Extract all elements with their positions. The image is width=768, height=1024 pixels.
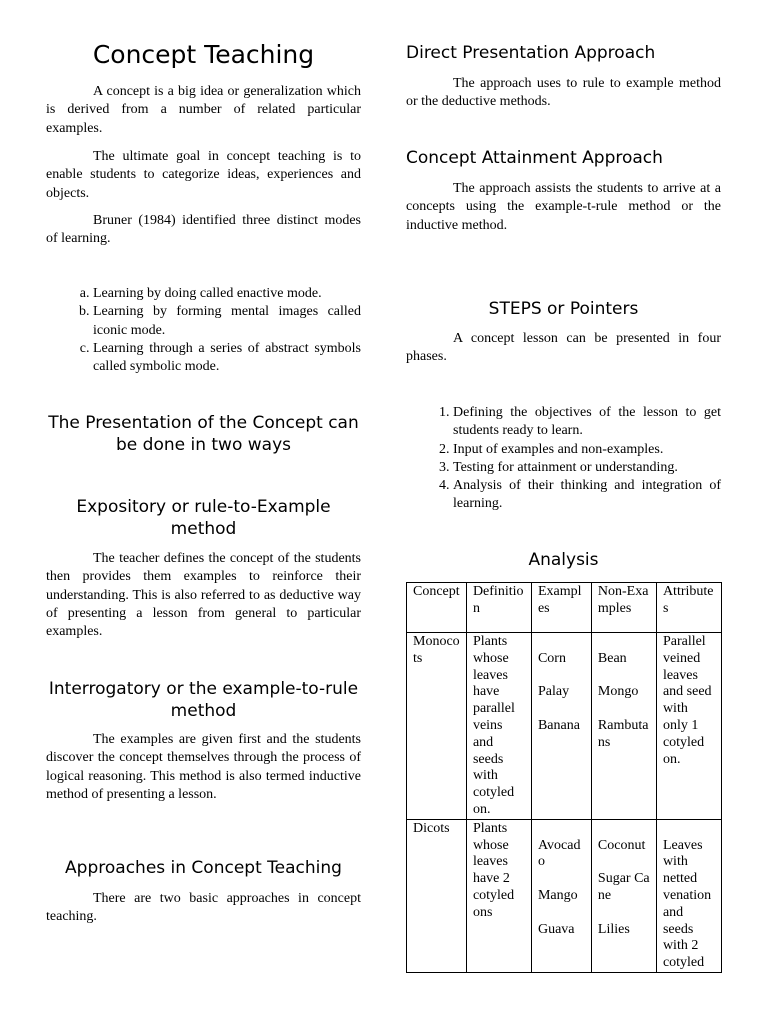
bruner-paragraph: Bruner (1984) identified three distinct modes of learning. xyxy=(46,213,361,247)
example-item: Mango xyxy=(537,887,578,903)
list-item: 4. Analysis of their thinking and integration of learning. xyxy=(453,477,721,514)
interrogatory-paragraph: The examples are given first and the students discover the concept themselves through the process of logical reasoning. This method is also termed inductive method of presenting a lesson. xyxy=(46,732,361,802)
cell-non-examples xyxy=(591,633,656,820)
example-item: Palay xyxy=(537,684,570,700)
goal-paragraph: The ultimate goal in concept teaching is to enable students to categorize ideas, experiences and objects. xyxy=(46,149,361,201)
non-example-item: Lilies xyxy=(597,921,630,937)
attainment-heading: Concept Attainment Approach xyxy=(406,148,663,168)
expository-heading: Expository or rule-to-Example method xyxy=(76,497,331,539)
direct-approach-paragraph: The approach uses to rule to example method or the deductive methods. xyxy=(406,76,721,110)
cell-definition: Plants whose leaves have parallel veins and seeds with cotyled on. xyxy=(466,633,531,820)
learning-modes-list xyxy=(46,285,361,376)
concept-definition-paragraph: A concept is a big idea or generalization which is derived from a number of related particular examples. xyxy=(46,84,361,136)
cell-concept: Dicots xyxy=(407,819,467,972)
cell-definition: Plants whose leaves have 2 cotyled ons xyxy=(466,819,531,972)
example-item: Corn xyxy=(537,650,566,666)
non-example-item: Coconut xyxy=(597,837,646,853)
analysis-heading: Analysis xyxy=(528,550,599,570)
header-non-examples: Non-Examples xyxy=(591,583,656,633)
cell-examples xyxy=(531,633,591,820)
header-examples: Examples xyxy=(531,583,591,633)
list-item: c. Learning through a series of abstract symbols called symbolic mode. xyxy=(93,340,361,377)
approaches-heading: Approaches in Concept Teaching xyxy=(65,858,342,878)
header-concept: Concept xyxy=(407,583,467,633)
non-example-item: Bean xyxy=(597,650,627,666)
table-header-row xyxy=(407,583,722,633)
page-title: Concept Teaching xyxy=(92,40,315,69)
cell-examples xyxy=(531,819,591,972)
analysis-table xyxy=(406,582,722,973)
interrogatory-heading: Interrogatory or the example-to-rule method xyxy=(48,679,359,721)
table-row xyxy=(407,633,722,820)
cell-non-examples xyxy=(591,819,656,972)
example-item: Avocado xyxy=(537,837,581,870)
non-example-item: Sugar Cane xyxy=(597,871,650,903)
list-item: 2. Input of examples and non-examples. xyxy=(453,441,721,459)
list-item: a. Learning by doing called enactive mode. xyxy=(93,285,361,303)
example-item: Guava xyxy=(537,921,575,937)
table-row xyxy=(407,819,722,972)
header-definition: Definition xyxy=(466,583,531,633)
direct-approach-heading: Direct Presentation Approach xyxy=(406,43,656,63)
non-example-item: Mongo xyxy=(597,684,639,700)
expository-paragraph: The teacher defines the concept of the students then provides them examples to reinforce their understanding. This is also referred to as deductive way of presenting a lesson from general to particular examples. xyxy=(46,551,361,640)
steps-heading: STEPS or Pointers xyxy=(488,299,639,319)
approaches-paragraph: There are two basic approaches in concept teaching. xyxy=(46,891,361,925)
cell-concept: Monocots xyxy=(407,633,467,820)
presentation-heading: The Presentation of the Concept can be done in two ways xyxy=(48,413,359,455)
attributes-text: Leaves with netted venation and seeds with 2 cotyled xyxy=(662,837,712,971)
list-item: b. Learning by forming mental images called iconic mode. xyxy=(93,303,361,340)
attainment-paragraph: The approach assists the students to arrive at a concepts using the example-t-rule method or the inductive method. xyxy=(406,181,721,233)
list-item: 3. Testing for attainment or understanding. xyxy=(453,459,721,477)
header-attributes: Attributes xyxy=(656,583,721,633)
list-item: 1. Defining the objectives of the lesson to get students ready to learn. xyxy=(453,404,721,441)
cell-attributes xyxy=(656,819,721,972)
example-item: Banana xyxy=(537,717,580,733)
steps-paragraph: A concept lesson can be presented in four phases. xyxy=(406,331,721,365)
non-example-item: Rambutans xyxy=(597,717,649,750)
steps-list xyxy=(406,404,721,514)
cell-attributes: Parallel veined leaves and seed with only 1 cotyled on. xyxy=(656,633,721,820)
